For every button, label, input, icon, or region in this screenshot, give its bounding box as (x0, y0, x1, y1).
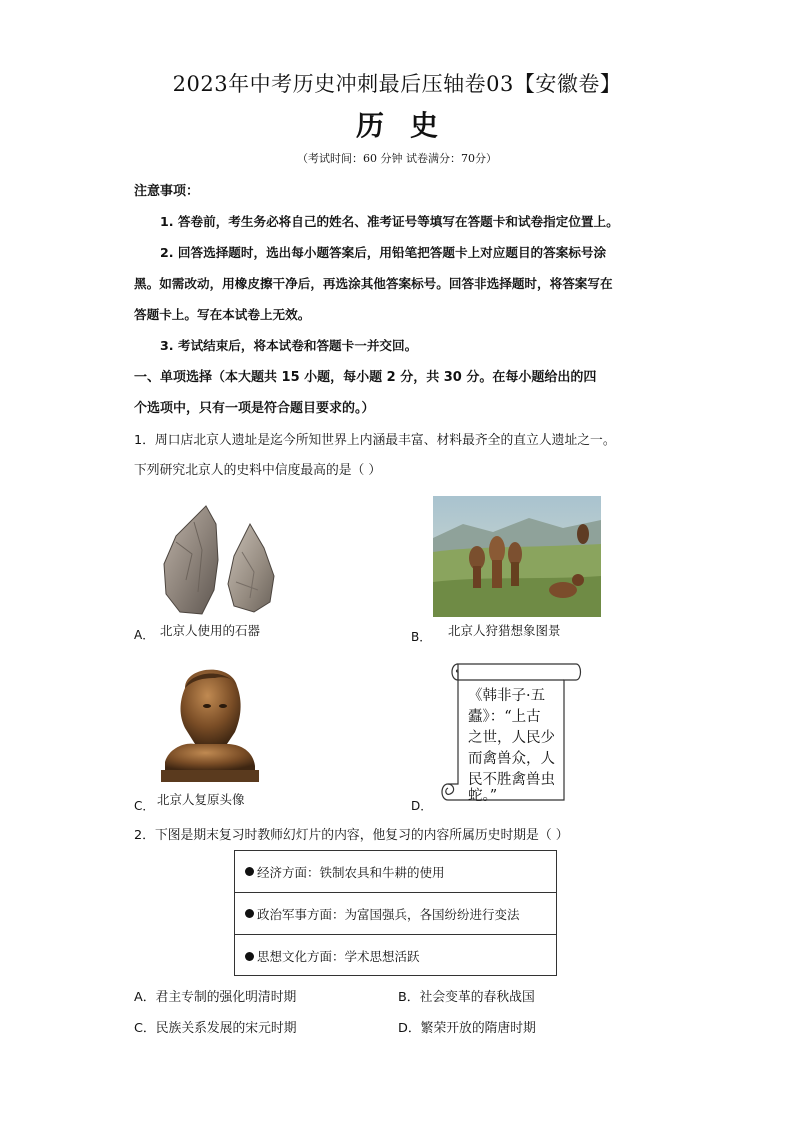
bullet-icon (245, 952, 254, 961)
bullet-icon (245, 909, 254, 918)
q2-choice-b: B．社会变革的春秋战国 (398, 990, 535, 1005)
q1-option-d-scroll-line-3: 之世，人民少 (468, 730, 555, 746)
slide-row-text: 政治军事方面：为富国强兵，各国纷纷进行变法 (257, 906, 520, 922)
notice-item-2-cont: 黑。如需改动，用橡皮擦干净后，再选涂其他答案标号。回答非选择题时，将答案写在 (134, 276, 613, 291)
q1-option-d-scroll-line-5: 民不胜禽兽虫 (468, 772, 555, 788)
notice-item-2-cont2: 答题卡上。写在本试卷上无效。 (134, 307, 311, 322)
q2-choice-a: A．君主专制的强化明清时期 (134, 990, 297, 1005)
q1-option-a-letter: A． (134, 628, 155, 642)
bust-image (155, 658, 263, 784)
q1-option-a-caption: 北京人使用的石器 (160, 623, 261, 638)
slide-content-table (234, 850, 557, 976)
hunting-scene-image (433, 496, 601, 617)
slide-row-economy (235, 851, 556, 893)
q2-choice-d: D．繁荣开放的隋唐时期 (398, 1021, 536, 1036)
exam-title: 2023年中考历史冲刺最后压轴卷03【安徽卷】 (172, 72, 622, 96)
q1-option-d-scroll-line-2: 蠹》：“上古 (468, 709, 541, 725)
subject-heading: 历史 (355, 109, 464, 142)
notice-title: 注意事项： (134, 184, 200, 199)
q1-option-c-letter: C． (134, 799, 155, 813)
bullet-icon (245, 867, 254, 876)
q1-stem-line1: 1．周口店北京人遗址是迄今所知世界上内涵最丰富、材料最齐全的直立人遗址之一。 (134, 433, 616, 448)
slide-row-culture (235, 935, 556, 977)
exam-info: （考试时间：60 分钟 试卷满分：70分） (297, 152, 497, 165)
slide-row-text: 经济方面：铁制农具和牛耕的使用 (257, 864, 445, 880)
q1-option-d-scroll-line-6: 蛇。” (468, 788, 498, 804)
q2-choice-c: C．民族关系发展的宋元时期 (134, 1021, 297, 1036)
q1-option-d-scroll-line-1: 《韩非子·五 (468, 688, 546, 704)
notice-item-3: 3. 考试结束后，将本试卷和答题卡一并交回。 (160, 338, 418, 353)
q1-option-d-letter: D． (411, 799, 433, 813)
slide-row-politics (235, 893, 556, 935)
q1-option-b-caption: 北京人狩猎想象图景 (448, 623, 561, 638)
stone-tools-image (158, 502, 280, 620)
q1-stem-line2: 下列研究北京人的史料中信度最高的是（ ） (134, 463, 382, 478)
q2-stem: 2．下图是期末复习时教师幻灯片的内容，他复习的内容所属历史时期是（ ） (134, 828, 569, 843)
q1-option-d-scroll-line-4: 而禽兽众，人 (468, 751, 555, 767)
q1-option-b-letter: B． (411, 630, 432, 644)
section-heading-line1: 一、单项选择（本大题共 15 小题，每小题 2 分，共 30 分。在每小题给出的四 (134, 370, 597, 385)
notice-item-1: 1. 答卷前，考生务必将自己的姓名、准考证号等填写在答题卡和试卷指定位置上。 (160, 214, 619, 229)
q1-option-c-caption: 北京人复原头像 (157, 792, 245, 807)
slide-row-text: 思想文化方面：学术思想活跃 (257, 949, 420, 964)
notice-item-2: 2. 回答选择题时，选出每小题答案后，用铅笔把答题卡上对应题目的答案标号涂 (160, 245, 607, 260)
section-heading-line2: 个选项中，只有一项是符合题目要求的。） (134, 401, 375, 416)
